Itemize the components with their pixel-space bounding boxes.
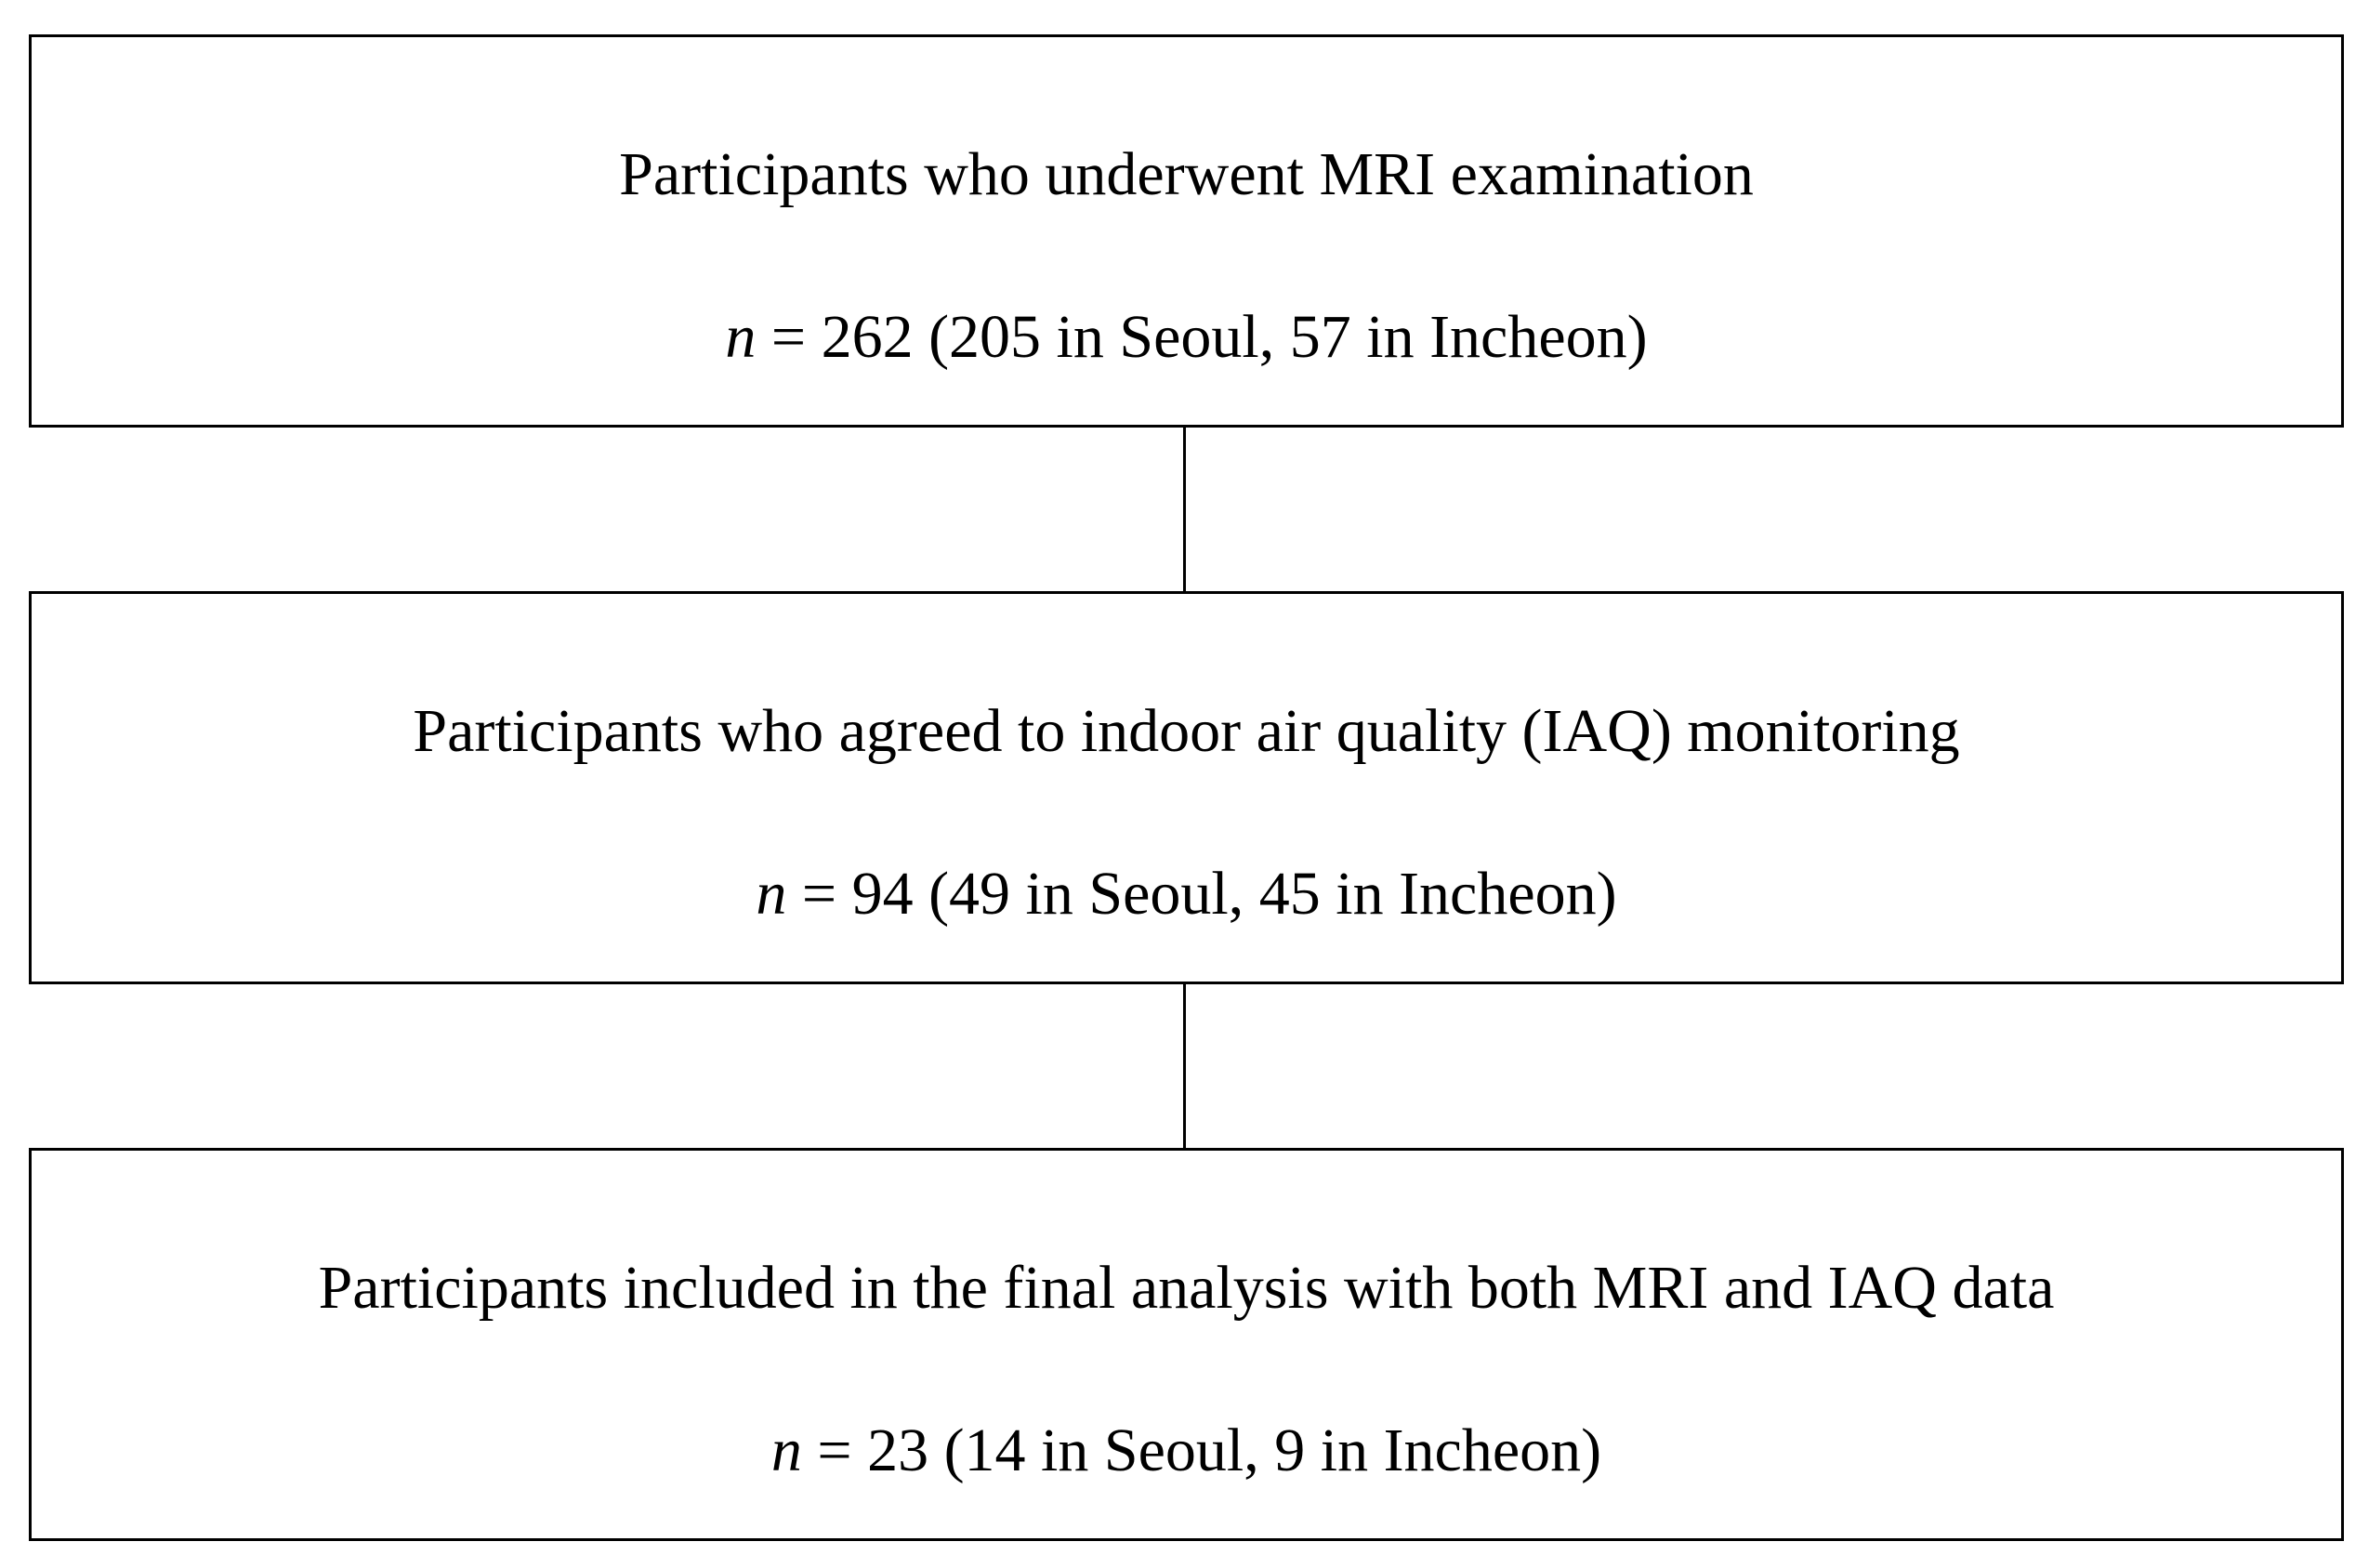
- box-title: Participants who underwent MRI examination: [619, 140, 1754, 208]
- box-count: [32, 1416, 2341, 1484]
- flow-box-iaq-monitoring: [29, 591, 2344, 984]
- count-text: = 23 (14 in Seoul, 9 in Incheon): [801, 1416, 1602, 1484]
- box-title: Participants who agreed to indoor air quality (IAQ) monitoring: [413, 697, 1960, 765]
- connector-line: [1183, 984, 1186, 1148]
- connector-line: [1183, 428, 1186, 591]
- n-symbol: n: [756, 860, 787, 928]
- n-symbol: n: [770, 1416, 802, 1484]
- box-title: Participants included in the final analysis with both MRI and IAQ data: [318, 1254, 2055, 1322]
- box-count: [32, 860, 2341, 928]
- n-symbol: n: [725, 303, 757, 371]
- flow-box-mri-examination: [29, 34, 2344, 428]
- count-text: = 94 (49 in Seoul, 45 in Incheon): [786, 860, 1617, 928]
- box-count: [32, 303, 2341, 371]
- flow-box-final-analysis: [29, 1148, 2344, 1541]
- count-text: = 262 (205 in Seoul, 57 in Incheon): [756, 303, 1648, 371]
